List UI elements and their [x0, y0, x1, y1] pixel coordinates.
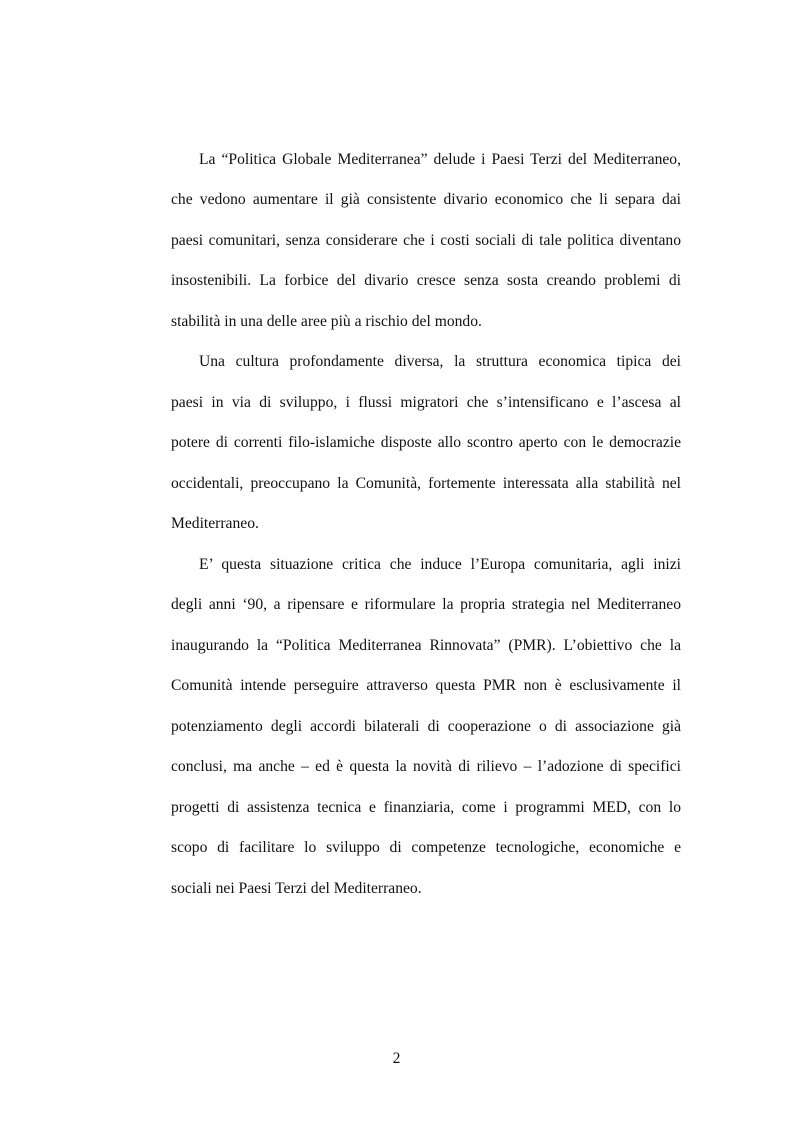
text-line: paesi in via di sviluppo, i flussi migratori che s’intensificano e l’ascesa al	[171, 394, 681, 411]
text-line: stabilità in una delle aree più a rischio del mondo.	[171, 313, 482, 330]
text-line: degli anni ‘90, a ripensare e riformulare la propria strategia nel Mediterraneo	[171, 596, 681, 613]
text-line: inaugurando la “Politica Mediterranea Rinnovata” (PMR). L’obiettivo che la	[171, 637, 681, 654]
text-line: occidentali, preoccupano la Comunità, fortemente interessata alla stabilità nel	[171, 475, 681, 492]
text-line: potenziamento degli accordi bilaterali di cooperazione o di associazione già	[171, 718, 681, 735]
page-number: 2	[392, 1050, 401, 1067]
text-line: Mediterraneo.	[171, 515, 259, 532]
text-line: scopo di facilitare lo sviluppo di competenze tecnologiche, economiche e	[171, 839, 681, 856]
text-line: conclusi, ma anche – ed è questa la novità di rilievo – l’adozione di specifici	[171, 758, 681, 775]
text-line: paesi comunitari, senza considerare che i costi sociali di tale politica diventano	[171, 232, 681, 249]
text-line: Una cultura profondamente diversa, la struttura economica tipica dei	[199, 353, 681, 370]
text-line: Comunità intende perseguire attraverso questa PMR non è esclusivamente il	[171, 677, 681, 694]
text-line: La “Politica Globale Mediterranea” delude i Paesi Terzi del Mediterraneo,	[199, 151, 681, 168]
text-line: insostenibili. La forbice del divario cresce senza sosta creando problemi di	[171, 272, 681, 289]
text-line: E’ questa situazione critica che induce l’Europa comunitaria, agli inizi	[199, 556, 681, 573]
text-line: sociali nei Paesi Terzi del Mediterraneo.	[171, 880, 422, 897]
text-line: che vedono aumentare il già consistente divario economico che li separa dai	[171, 191, 681, 208]
text-line: potere di correnti filo-islamiche disposte allo scontro aperto con le democrazie	[171, 434, 681, 451]
text-line: progetti di assistenza tecnica e finanziaria, come i programmi MED, con lo	[171, 799, 681, 816]
